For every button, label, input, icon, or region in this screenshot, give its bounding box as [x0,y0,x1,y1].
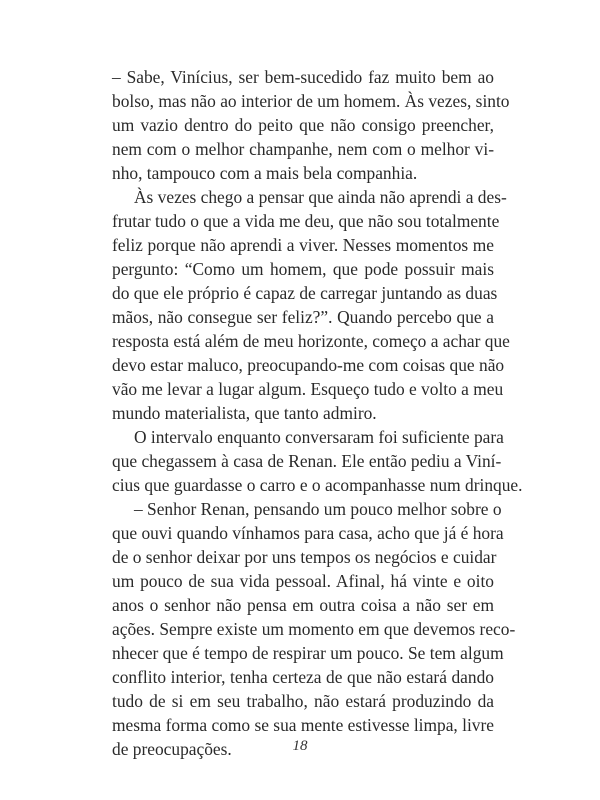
text-line: nho, tampouco com a mais bela companhia. [112,163,418,183]
text-line: que chegassem à casa de Renan. Ele então pediu a Viní- [112,451,502,471]
text-line: conflito interior, tenha certeza de que não estará dando [112,667,494,687]
text-line: anos o senhor não pensa em outra coisa a não ser em [112,595,494,615]
page-number: 18 [292,738,308,754]
text-line: – Senhor Renan, pensando um pouco melhor sobre o [134,499,502,519]
text-line: de preocupações. [112,739,232,759]
text-line: bolso, mas não ao interior de um homem. Às vezes, sinto [112,91,510,111]
text-line: nem com o melhor champanhe, nem com o melhor vi- [112,139,494,159]
text-line: – Sabe, Vinícius, ser bem-sucedido faz muito bem ao [112,67,494,87]
text-line: resposta está além de meu horizonte, começo a achar que [112,331,510,351]
text-line: mesma forma como se sua mente estivesse limpa, livre [112,715,494,735]
text-line: feliz porque não aprendi a viver. Nesses momentos me [112,235,494,255]
text-line: nhecer que é tempo de respirar um pouco. Se tem algum [112,643,504,663]
body-text [112,65,523,761]
text-line: que ouvi quando vínhamos para casa, acho que já é hora [112,523,504,543]
text-line: pergunto: “Como um homem, que pode possuir mais [112,259,494,279]
text-line: mãos, não consegue ser feliz?”. Quando percebo que a [112,307,494,327]
text-line: do que ele próprio é capaz de carregar juntando as duas [112,283,498,303]
text-line: um vazio dentro do peito que não consigo preencher, [112,115,494,135]
text-line: O intervalo enquanto conversaram foi suficiente para [134,427,504,447]
text-line: tudo de si em seu trabalho, não estará produzindo da [112,691,494,711]
text-line: devo estar maluco, preocupando-me com coisas que não [112,355,505,375]
text-line: vão me levar a lugar algum. Esqueço tudo e volto a meu [112,379,504,399]
text-line: ações. Sempre existe um momento em que devemos reco- [112,619,516,639]
text-line: um pouco de sua vida pessoal. Afinal, há vinte e oito [112,571,494,591]
text-line: frutar tudo o que a vida me deu, que não sou totalmente [112,211,500,231]
text-line: de o senhor deixar por uns tempos os negócios e cuidar [112,547,497,567]
text-line: Às vezes chego a pensar que ainda não aprendi a des- [134,187,507,207]
text-line: mundo materialista, que tanto admiro. [112,403,377,423]
text-line: cius que guardasse o carro e o acompanhasse num drinque. [112,475,523,495]
